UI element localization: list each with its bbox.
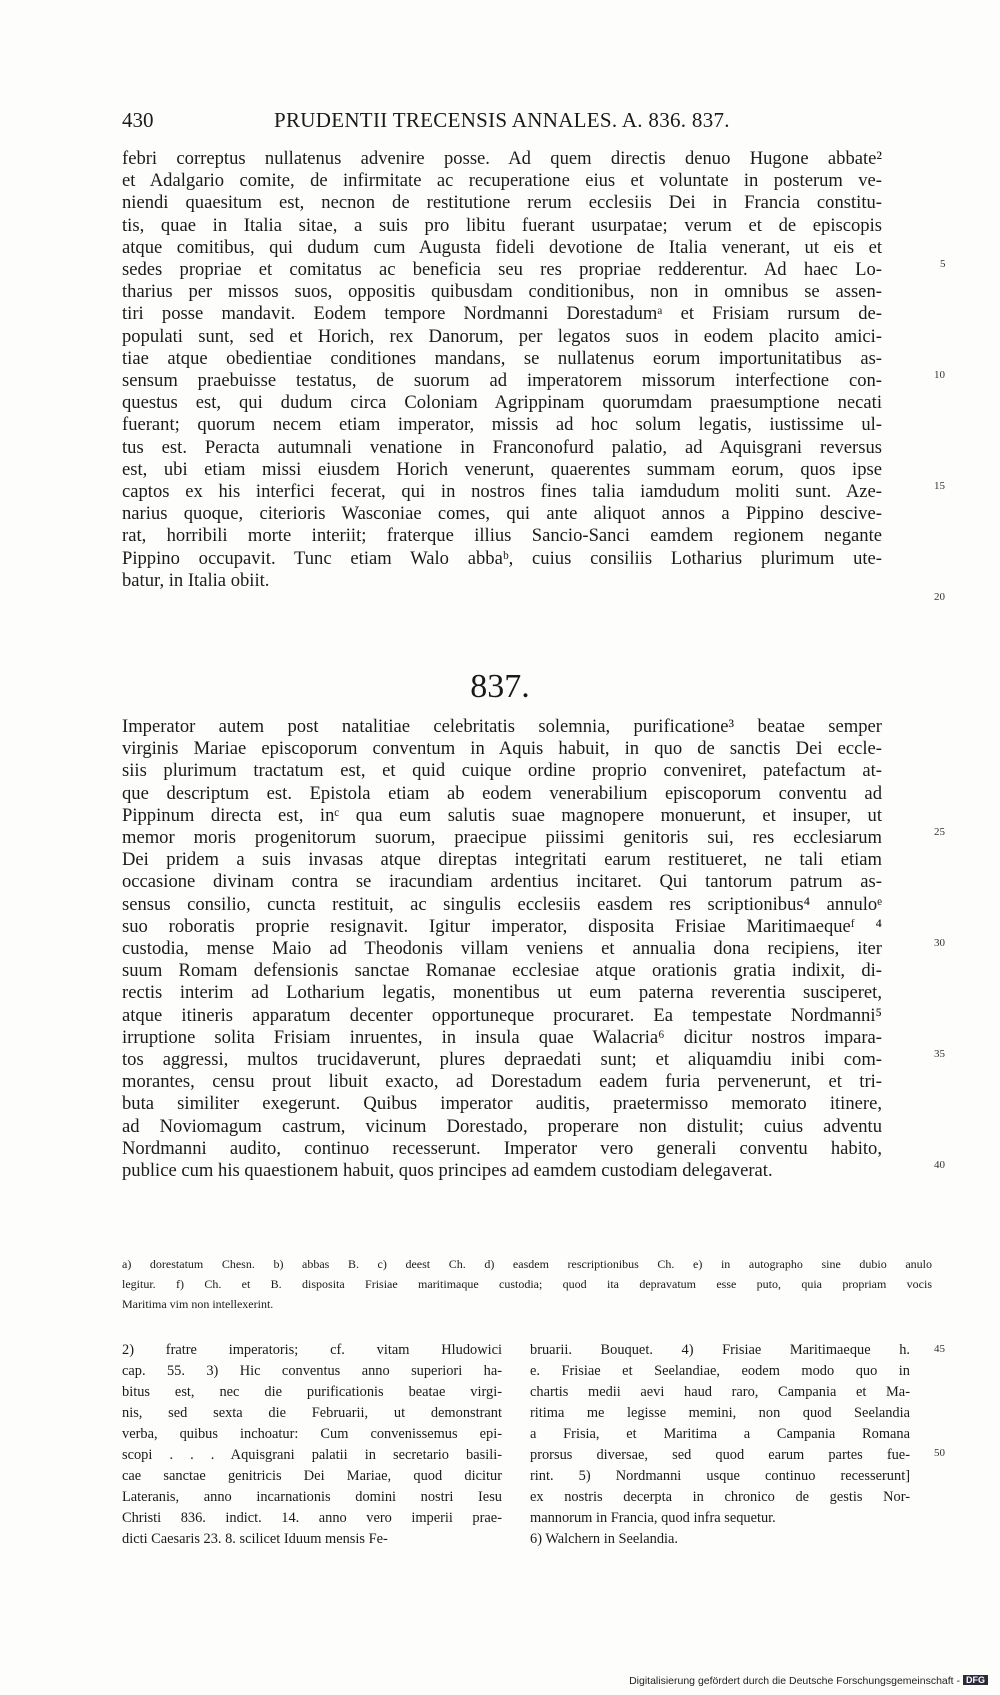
text-line: atque comitibus, qui dudum cum Augusta fideli devotione de Italia venerant, ut eis et: [122, 236, 882, 258]
credit-text: Digitalisierung gefördert durch die Deutsche Forschungsgemeinschaft -: [629, 1675, 960, 1687]
line-number: 20: [934, 591, 945, 603]
text-line: custodia, mense Maio ad Theodonis villam veniens et annualia dona recipiens, iter: [122, 938, 882, 959]
text-line: buta similiter exegerunt. Quibus imperator auditis, praetermisso memorato itinere,: [122, 1093, 882, 1115]
text-line: tis, quae in Italia sitae, a suis pro libitu fuerant usurpatae; verum et de episcopis: [122, 214, 882, 236]
footnote-line: chartis medii aevi haud raro, Campania et Ma-: [530, 1384, 910, 1400]
text-line: que descriptum est. Epistola etiam ab eodem venerabilium episcoporum conventu ad: [122, 782, 882, 804]
line-number: 25: [934, 826, 945, 838]
text-line: suum Romam defensionis sanctae Romanae ecclesiae atque orationis gratia indixit, di-: [122, 960, 882, 982]
line-number: 10: [934, 369, 945, 381]
footnote-line: scopi . . . Aquisgrani palatii in secretario basili-: [122, 1447, 502, 1463]
apparatus-line: legitur. f) Ch. et B. disposita Frisiae maritimaque custodia; quod ita depravatum esse puto, quia propriam vocis: [122, 1277, 932, 1291]
text-line: sensus consilio, cuncta restituit, ac singulis ecclesiis easdem res scriptionibus⁴ annuloᵉ: [122, 893, 882, 915]
footnote-line: 6) Walchern in Seelandia.: [530, 1531, 679, 1547]
text-line: batur, in Italia obiit.: [122, 569, 270, 591]
text-line: narius quoque, citerioris Wasconiae comes, qui ante aliquot annos a Pippino descive-: [122, 503, 882, 525]
text-line: Dei pridem a suis invasas atque direptas integritati earum restitueret, ne tali etiam: [122, 849, 882, 871]
text-line: tus est. Peracta autumnali venatione in Franconofurd palatio, ad Aquisgrani reversus: [122, 436, 882, 458]
text-line: niendi quaesitum est, necnon de restitutione rerum ecclesiis Dei in Francia constitu-: [122, 192, 882, 214]
text-line: occasione divinam contra se iracundiam ardentius incitaret. Qui tantorum patrum as-: [122, 871, 882, 893]
text-line: et Adalgario comite, de infirmitate ac recuperatione eius et voluntate in posterum ve-: [122, 170, 882, 192]
text-line: morantes, censu prout libuit exacto, ad Dorestadum eadem furia pervenerunt, et tri-: [122, 1071, 882, 1093]
text-line: sensum praebuisse testatus, de suorum ad imperatorem missorum interfectione con-: [122, 370, 882, 391]
text-line: Pippinum directa est, inᶜ qua eum salutis suae magnopere monuerunt, et insuper, ut: [122, 804, 882, 826]
line-number: 35: [934, 1048, 945, 1060]
footnote-line: e. Frisiae et Seelandiae, eodem modo quo in: [530, 1363, 910, 1379]
text-line: tiri posse mandavit. Eodem tempore Nordmanni Dorestadumᵃ et Frisiam rursum de-: [122, 303, 882, 325]
text-line: ad Noviomagum castrum, vicinum Dorestado, properare non distulit; cuius adventu: [122, 1115, 882, 1137]
page-number: 430: [122, 108, 154, 132]
text-line: suo roboratis proprie resignavit. Igitur imperator, disposita Frisiae Maritimaequeᶠ ⁴: [122, 915, 882, 937]
footnote-line: mannorum in Francia, quod infra sequetur.: [530, 1510, 776, 1526]
text-line: tharius per missos suos, oppositis quibusdam conditionibus, non in omnibus se assen-: [122, 281, 882, 303]
text-line: Nordmanni audito, continuo recesserunt. Imperator vero generali conventu habito,: [122, 1137, 882, 1159]
year-heading: 837.: [470, 668, 530, 705]
text-line: Pippino occupavit. Tunc etiam Walo abbaᵇ, cuius consiliis Lotharius plurimum ute-: [122, 547, 882, 569]
text-line: atque itineris apparatum decenter opportuneque procuraret. Ea tempestate Nordmanni⁵: [122, 1004, 882, 1026]
text-line: questus est, qui dudum circa Coloniam Agrippinam quorumdam praesumptione necati: [122, 392, 882, 414]
text-line: captos ex his interfici fecerat, qui in nostros fines talia iamdudum moliti sunt. Aze-: [122, 481, 882, 502]
text-line: Imperator autem post natalitiae celebritatis solemnia, purificatione³ beatae semper: [122, 716, 882, 737]
footnote-line: ritima me legisse memini, non quod Seelandia: [530, 1405, 910, 1421]
text-line: rectis interim ad Lotharium legatis, monentibus ut eum paterna reverentia susciperet,: [122, 982, 882, 1004]
dfg-logo: DFG: [963, 1675, 988, 1685]
footnote-line: prorsus diversae, sed quod earum partes fue-: [530, 1447, 910, 1463]
footnote-line: a Frisia, et Maritima a Campania Romana: [530, 1426, 910, 1442]
line-number: 50: [934, 1447, 945, 1459]
text-line: est, ubi etiam missi eiusdem Horich venerunt, quaerentes summam eorum, quos ipse: [122, 458, 882, 480]
line-number: 5: [940, 258, 946, 270]
footnote-line: 2) fratre imperatoris; cf. vitam Hludowici: [122, 1342, 502, 1358]
text-line: populati sunt, sed et Horich, rex Danorum, per legatos suos in eodem placito amici-: [122, 325, 882, 347]
text-line: tos aggressi, multos trucidaverunt, plures depraedati sunt; et aliquamdiu inibi com-: [122, 1049, 882, 1070]
footnote-line: ex nostris decerpta in chronico de gestis Nor-: [530, 1489, 910, 1505]
text-line: memor moris progenitorum suorum, praecipue piissimi genitoris sui, res ecclesiarum: [122, 827, 882, 848]
text-line: sedes propriae et comitatus ac beneficia seu res propriae redderentur. Ad haec Lo-: [122, 259, 882, 280]
text-line: fuerant; quorum necem etiam imperator, missis ad hoc solum legatis, iustissime ul-: [122, 414, 882, 436]
text-line: febri correptus nullatenus advenire posse. Ad quem directis denuo Hugone abbate²: [122, 148, 882, 169]
text-line: irruptione solita Frisiam inruentes, in insula quae Walacria⁶ dicitur nostros impara-: [122, 1026, 882, 1048]
text-line: virginis Mariae episcoporum conventum in Aquis habuit, in quo de sanctis Dei eccle-: [122, 738, 882, 760]
footnote-line: dicti Caesaris 23. 8. scilicet Iduum mensis Fe-: [122, 1531, 388, 1547]
footnote-line: nis, sed sexta die Februarii, ut demonstrant: [122, 1405, 502, 1421]
text-line: rat, horribili morte interiit; fraterque illius Sancio-Sanci eamdem regionem negante: [122, 525, 882, 547]
footnote-line: Lateranis, anno incarnationis domini nostri Iesu: [122, 1489, 502, 1505]
apparatus-line: a) dorestatum Chesn. b) abbas B. c) deest Ch. d) easdem rescriptionibus Ch. e) in autographo sine dubio anulo: [122, 1257, 932, 1271]
line-number: 30: [934, 937, 945, 949]
footnote-line: bitus est, nec die purificationis beatae virgi-: [122, 1384, 502, 1400]
text-line: tiae atque obedientiae conditiones mandans, se nullatenus eorum importunitatibus as-: [122, 347, 882, 369]
footnote-line: Christi 836. indict. 14. anno vero imperii prae-: [122, 1510, 502, 1526]
running-header: [122, 108, 882, 138]
line-number: 45: [934, 1343, 945, 1355]
apparatus-line: Maritima vim non intellexerint.: [122, 1297, 274, 1311]
footnote-line: cap. 55. 3) Hic conventus anno superiori ha-: [122, 1363, 502, 1379]
digitization-credit: [629, 1675, 988, 1687]
footnote-line: bruarii. Bouquet. 4) Frisiae Maritimaeque h.: [530, 1342, 910, 1358]
text-line: publice cum his quaestionem habuit, quos principes ad eamdem custodiam delegaverat.: [122, 1160, 773, 1181]
line-number: 40: [934, 1159, 945, 1171]
footnote-line: cae sanctae genitricis Dei Mariae, quod dicitur: [122, 1468, 502, 1484]
footnote-line: verba, quibus inchoatur: Cum convenissemus epi-: [122, 1426, 502, 1442]
line-number: 15: [934, 480, 945, 492]
footnote-line: rint. 5) Nordmanni usque continuo recesserunt]: [530, 1468, 910, 1484]
text-line: siis plurimum tractatum est, et quid cuique ordine proprio conveniret, patefactum at-: [122, 760, 882, 782]
running-title: PRUDENTII TRECENSIS ANNALES. A. 836. 837.: [274, 108, 730, 132]
